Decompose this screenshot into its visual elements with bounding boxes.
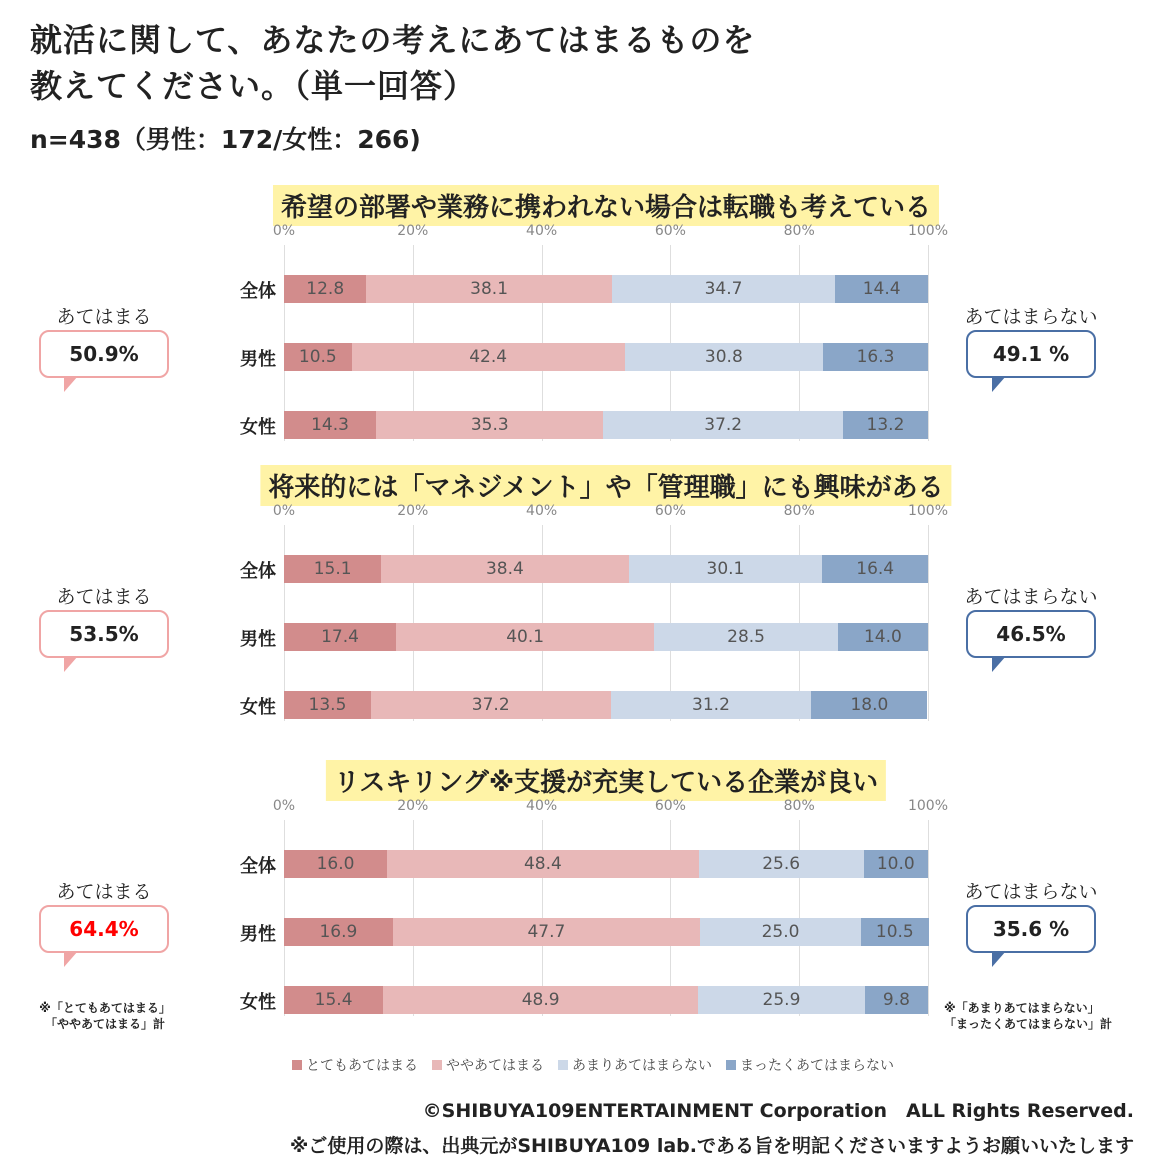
category-label: 男性 [240, 349, 276, 370]
x-tick-label: 40% [526, 798, 558, 814]
x-tick-label: 0% [272, 798, 296, 814]
data-label: 34.7 [704, 279, 743, 299]
positive-total-value: 50.9% [69, 342, 139, 366]
chart-title: 将来的には「マネジメント」や「管理職」にも興味がある [260, 465, 951, 506]
legend-swatch-strongly-disagree [726, 1060, 736, 1070]
data-label: 14.0 [863, 627, 902, 647]
bar-segment-somewhat-agree [396, 623, 654, 651]
negative-note [944, 1000, 1144, 1032]
bar-segment-strongly-disagree [861, 918, 929, 946]
bar-segment-very-agree [284, 691, 371, 719]
legend-swatch-very-agree [292, 1060, 302, 1070]
x-tick-label: 20% [397, 503, 429, 519]
data-label: 14.4 [862, 279, 901, 299]
negative-callout-label: あてはまらない [964, 881, 1098, 903]
data-label: 12.8 [306, 279, 345, 299]
legend-item-somewhat-agree [432, 1055, 544, 1075]
positive-total-bubble [39, 905, 169, 953]
data-label: 37.2 [704, 415, 743, 435]
legend-item-strongly-disagree [726, 1055, 894, 1075]
bar-segment-somewhat-disagree [629, 555, 823, 583]
stacked-bar [284, 555, 928, 583]
legend-label-strongly-disagree: まったくあてはまらない [740, 1058, 894, 1074]
x-tick-label: 40% [526, 223, 558, 239]
x-tick-label: 100% [907, 223, 949, 239]
x-tick-label: 100% [907, 798, 949, 814]
x-tick-label: 100% [907, 503, 949, 519]
data-label: 25.6 [762, 854, 801, 874]
x-tick-label: 60% [654, 503, 686, 519]
positive-callout-label: あてはまる [56, 586, 152, 608]
stacked-bar [284, 850, 928, 878]
bar-segment-somewhat-agree [393, 918, 700, 946]
bar-segment-strongly-disagree [864, 850, 928, 878]
positive-bubble-tail [64, 951, 78, 967]
x-tick-label: 20% [397, 223, 429, 239]
page-title-line2: 教えてください。（単一回答） [30, 67, 477, 105]
bar-segment-somewhat-agree [383, 986, 698, 1014]
negative-bubble-tail [992, 656, 1006, 672]
bar-segment-strongly-disagree [811, 691, 927, 719]
chart-legend [292, 1055, 894, 1075]
data-label: 15.1 [313, 559, 352, 579]
data-label: 37.2 [471, 695, 510, 715]
stacked-bar [284, 986, 928, 1014]
bar-segment-somewhat-disagree [654, 623, 838, 651]
bar-segment-strongly-disagree [822, 555, 928, 583]
positive-callout-label: あてはまる [56, 306, 152, 328]
data-label: 18.0 [850, 695, 889, 715]
data-label: 16.9 [319, 922, 358, 942]
chart-section-2 [0, 465, 1160, 745]
positive-total-bubble [39, 610, 169, 658]
data-label: 14.3 [311, 415, 349, 435]
legend-swatch-somewhat-disagree [558, 1060, 568, 1070]
legend-label-somewhat-disagree: あまりあてはまらない [572, 1058, 712, 1074]
negative-note-line2: 「まったくあてはまらない」計 [944, 1017, 1113, 1031]
bar-segment-strongly-disagree [838, 623, 928, 651]
bar-segment-somewhat-disagree [700, 918, 861, 946]
data-label: 38.4 [485, 559, 524, 579]
data-label: 38.1 [470, 279, 509, 299]
positive-total-value: 53.5% [69, 622, 139, 646]
category-label: 男性 [240, 629, 276, 650]
gridline [928, 525, 929, 721]
x-tick-label: 60% [654, 223, 686, 239]
bar-segment-very-agree [284, 850, 387, 878]
positive-callout-label: あてはまる [56, 881, 152, 903]
negative-callout-label: あてはまらない [964, 586, 1098, 608]
data-label: 40.1 [506, 627, 545, 647]
bar-segment-somewhat-agree [376, 411, 603, 439]
data-label: 25.0 [761, 922, 800, 942]
bar-segment-very-agree [284, 343, 352, 371]
bar-segment-very-agree [284, 623, 396, 651]
bar-segment-strongly-disagree [865, 986, 928, 1014]
negative-total-value: 49.1 % [992, 342, 1070, 366]
negative-bubble-tail [992, 951, 1006, 967]
data-label: 31.2 [692, 695, 730, 715]
data-label: 30.8 [704, 347, 743, 367]
negative-note-line1: ※「あまりあてはまらない」 [944, 1001, 1100, 1015]
stacked-bar [284, 623, 928, 651]
x-tick-label: 20% [397, 798, 429, 814]
bar-segment-somewhat-disagree [603, 411, 843, 439]
data-label: 10.5 [298, 347, 337, 367]
bar-segment-very-agree [284, 918, 393, 946]
stacked-bar [284, 411, 928, 439]
stacked-bar [284, 275, 928, 303]
data-label: 16.0 [316, 854, 355, 874]
data-label: 13.2 [866, 415, 905, 435]
bar-segment-somewhat-agree [352, 343, 625, 371]
bar-segment-strongly-disagree [843, 411, 928, 439]
data-label: 35.3 [470, 415, 509, 435]
x-tick-label: 40% [526, 503, 558, 519]
data-label: 25.9 [762, 990, 801, 1010]
chart-title: リスキリング※支援が充実している企業が良い [326, 760, 886, 801]
positive-note [30, 1000, 180, 1032]
usage-note-text: ※ご使用の際は、出典元がSHIBUYA109 lab.である旨を明記くださいますようお願いいたします [289, 1135, 1134, 1157]
x-tick-label: 0% [272, 223, 296, 239]
bar-segment-somewhat-agree [371, 691, 611, 719]
bar-segment-strongly-disagree [835, 275, 928, 303]
positive-bubble-tail [64, 376, 78, 392]
negative-bubble-tail [992, 376, 1006, 392]
x-tick-label: 80% [783, 503, 815, 519]
legend-item-somewhat-disagree [558, 1055, 712, 1075]
bar-segment-very-agree [284, 411, 376, 439]
data-label: 16.3 [856, 347, 895, 367]
negative-total-bubble [966, 330, 1096, 378]
bar-segment-somewhat-disagree [699, 850, 864, 878]
category-label: 女性 [240, 697, 276, 718]
bar-segment-very-agree [284, 986, 383, 1014]
data-label: 42.4 [469, 347, 508, 367]
data-label: 10.5 [875, 922, 914, 942]
negative-callout-label: あてはまらない [964, 306, 1098, 328]
x-tick-label: 0% [272, 503, 296, 519]
data-label: 48.9 [521, 990, 560, 1010]
bar-segment-somewhat-disagree [612, 275, 835, 303]
bar-segment-somewhat-agree [366, 275, 611, 303]
category-label: 全体 [240, 281, 276, 302]
bar-segment-somewhat-agree [381, 555, 628, 583]
data-label: 28.5 [727, 627, 765, 647]
category-label: 女性 [240, 992, 276, 1013]
category-label: 男性 [240, 924, 276, 945]
negative-total-bubble [966, 610, 1096, 658]
data-label: 9.8 [882, 990, 910, 1010]
data-label: 13.5 [308, 695, 347, 715]
positive-total-bubble [39, 330, 169, 378]
gridline [928, 245, 929, 441]
positive-note-line2: 「ややあてはまる」計 [44, 1017, 165, 1031]
bar-segment-somewhat-disagree [625, 343, 823, 371]
legend-label-somewhat-agree: ややあてはまる [446, 1058, 544, 1074]
bar-segment-very-agree [284, 555, 381, 583]
x-tick-label: 80% [783, 223, 815, 239]
data-label: 17.4 [321, 627, 359, 647]
legend-label-very-agree: とてもあてはまる [306, 1058, 418, 1074]
data-label: 30.1 [706, 559, 745, 579]
copyright-text: ©SHIBUYA109ENTERTAINMENT Corporation ALL Rights Reserved. [422, 1100, 1134, 1122]
data-label: 15.4 [314, 990, 353, 1010]
data-label: 10.0 [876, 854, 915, 874]
positive-total-value: 64.4% [69, 917, 139, 941]
sample-size-note: n=438（男性：172/女性：266) [30, 125, 421, 154]
stacked-bar [284, 343, 928, 371]
legend-swatch-somewhat-agree [432, 1060, 442, 1070]
chart-section-1 [0, 185, 1160, 465]
positive-note-line1: ※「とてもあてはまる」 [39, 1001, 171, 1015]
bar-segment-very-agree [284, 275, 366, 303]
x-tick-label: 60% [654, 798, 686, 814]
page-title-line1: 就活に関して、あなたの考えにあてはまるものを [30, 21, 756, 59]
category-label: 全体 [240, 856, 276, 877]
negative-total-bubble [966, 905, 1096, 953]
data-label: 16.4 [856, 559, 895, 579]
bar-segment-strongly-disagree [823, 343, 928, 371]
category-label: 全体 [240, 561, 276, 582]
stacked-bar [284, 918, 928, 946]
legend-item-very-agree [292, 1055, 418, 1075]
positive-bubble-tail [64, 656, 78, 672]
negative-total-value: 46.5% [996, 622, 1066, 646]
category-label: 女性 [240, 417, 276, 438]
bar-segment-somewhat-disagree [698, 986, 865, 1014]
bar-segment-somewhat-agree [387, 850, 699, 878]
negative-total-value: 35.6 % [992, 917, 1070, 941]
chart-title: 希望の部署や業務に携われない場合は転職も考えている [273, 185, 939, 226]
stacked-bar [284, 691, 928, 719]
chart-section-3 [0, 760, 1160, 1040]
data-label: 47.7 [527, 922, 566, 942]
data-label: 48.4 [523, 854, 562, 874]
x-tick-label: 80% [783, 798, 815, 814]
bar-segment-somewhat-disagree [611, 691, 812, 719]
